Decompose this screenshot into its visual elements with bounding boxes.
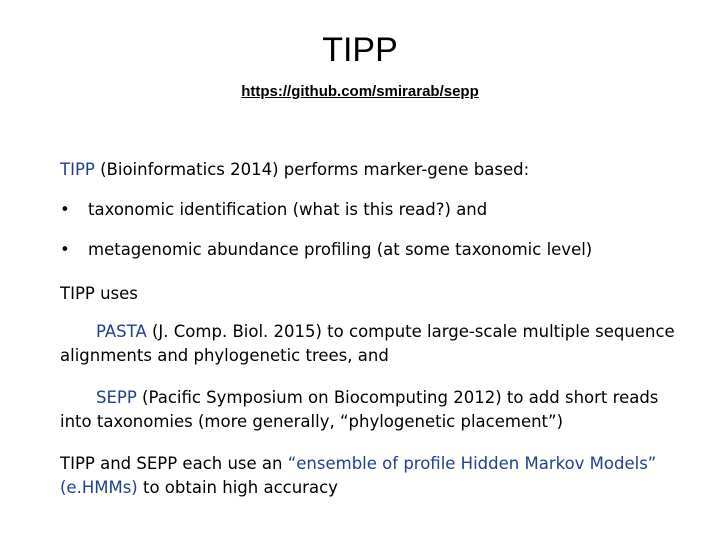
bullet-item — [60, 238, 680, 262]
pasta-name: PASTA — [96, 322, 147, 341]
closing-post: to obtain high accuracy — [137, 478, 338, 497]
closing-pre: TIPP and SEPP each use an — [60, 454, 288, 473]
bullet-dot-icon: • — [60, 200, 70, 219]
sepp-paragraph — [60, 386, 680, 434]
uses-heading: TIPP uses — [60, 284, 138, 303]
intro-lead: TIPP — [60, 160, 95, 179]
pasta-paragraph — [60, 320, 680, 368]
pasta-rest: (J. Comp. Biol. 2015) to compute large-scale multiple sequence alignments and phylogenetic trees, and — [60, 322, 675, 365]
slide-title: TIPP — [322, 31, 398, 69]
repo-link[interactable]: https://github.com/smirarab/sepp — [241, 83, 479, 100]
closing-highlight-ehmms: (e.HMMs) — [60, 478, 138, 497]
bullet-dot-icon: • — [60, 240, 70, 259]
bullet-text: taxonomic identification (what is this read?) and — [88, 200, 488, 219]
sepp-name: SEPP — [96, 388, 137, 407]
sepp-rest: (Pacific Symposium on Biocomputing 2012) to add short reads into taxonomies (more generally, “phylogenetic placement”) — [60, 388, 659, 431]
closing-highlight-ensemble: “ensemble of profile Hidden Markov Models” — [287, 454, 657, 473]
intro-rest: (Bioinformatics 2014) performs marker-gene based: — [94, 160, 530, 179]
intro-line — [60, 158, 680, 182]
bullet-item — [60, 198, 680, 222]
repo-link-row — [0, 82, 720, 102]
bullet-text: metagenomic abundance profiling (at some taxonomic level) — [88, 240, 593, 259]
closing-paragraph — [60, 452, 680, 500]
